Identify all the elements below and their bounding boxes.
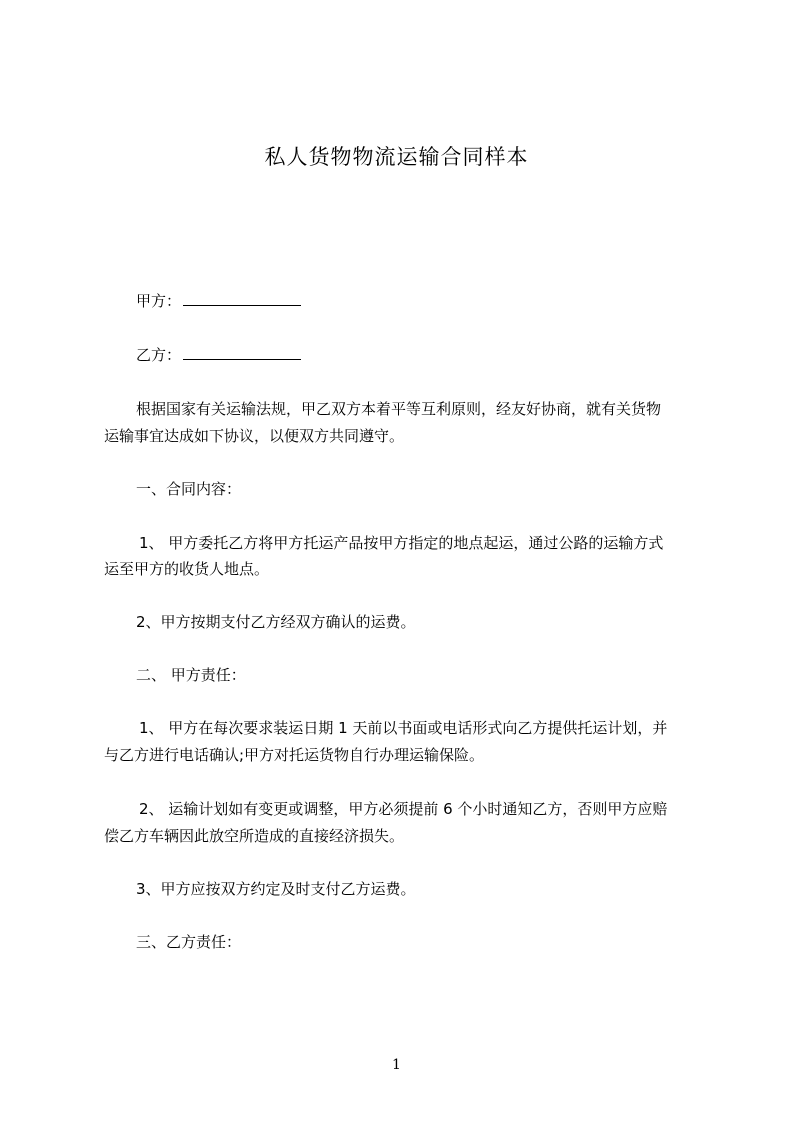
section2-item2-line-1: 2、 运输计划如有变更或调整，甲方必须提前 6 个小时通知乙方，否则甲方应赔 bbox=[139, 800, 668, 818]
party-a-blank bbox=[183, 291, 301, 306]
page-number: 1 bbox=[392, 1057, 401, 1073]
preamble-line-2: 运输事宜达成如下协议，以便双方共同遵守。 bbox=[104, 427, 405, 445]
section2-heading: 二、 甲方责任： bbox=[136, 666, 246, 684]
section1-item1-line-1: 1、 甲方委托乙方将甲方托运产品按甲方指定的地点起运，通过公路的运输方式 bbox=[139, 534, 664, 552]
party-b-blank bbox=[183, 345, 301, 360]
preamble-line-1: 根据国家有关运输法规，甲乙双方本着平等互利原则，经友好协商，就有关货物 bbox=[136, 400, 662, 418]
section2-item1-line-1: 1、 甲方在每次要求装运日期 1 天前以书面或电话形式向乙方提供托运计划，并 bbox=[139, 719, 668, 737]
section2-item3: 3、甲方应按双方约定及时支付乙方运费。 bbox=[136, 880, 416, 898]
party-a-label: 甲方： bbox=[136, 292, 182, 310]
party-b-label: 乙方： bbox=[136, 346, 182, 364]
document-title: 私人货物物流运输合同样本 bbox=[264, 145, 529, 169]
section2-item1-line-2: 与乙方进行电话确认;甲方对托运货物自行办理运输保险。 bbox=[104, 746, 485, 764]
section1-item2: 2、甲方按期支付乙方经双方确认的运费。 bbox=[136, 613, 416, 631]
section3-heading: 三、乙方责任： bbox=[136, 933, 242, 951]
party-b-line bbox=[136, 345, 736, 365]
section2-item2-line-2: 偿乙方车辆因此放空所造成的直接经济损失。 bbox=[104, 827, 405, 845]
section1-heading: 一、合同内容： bbox=[136, 480, 242, 498]
party-a-line bbox=[136, 291, 736, 311]
section1-item1-line-2: 运至甲方的收货人地点。 bbox=[104, 560, 270, 578]
